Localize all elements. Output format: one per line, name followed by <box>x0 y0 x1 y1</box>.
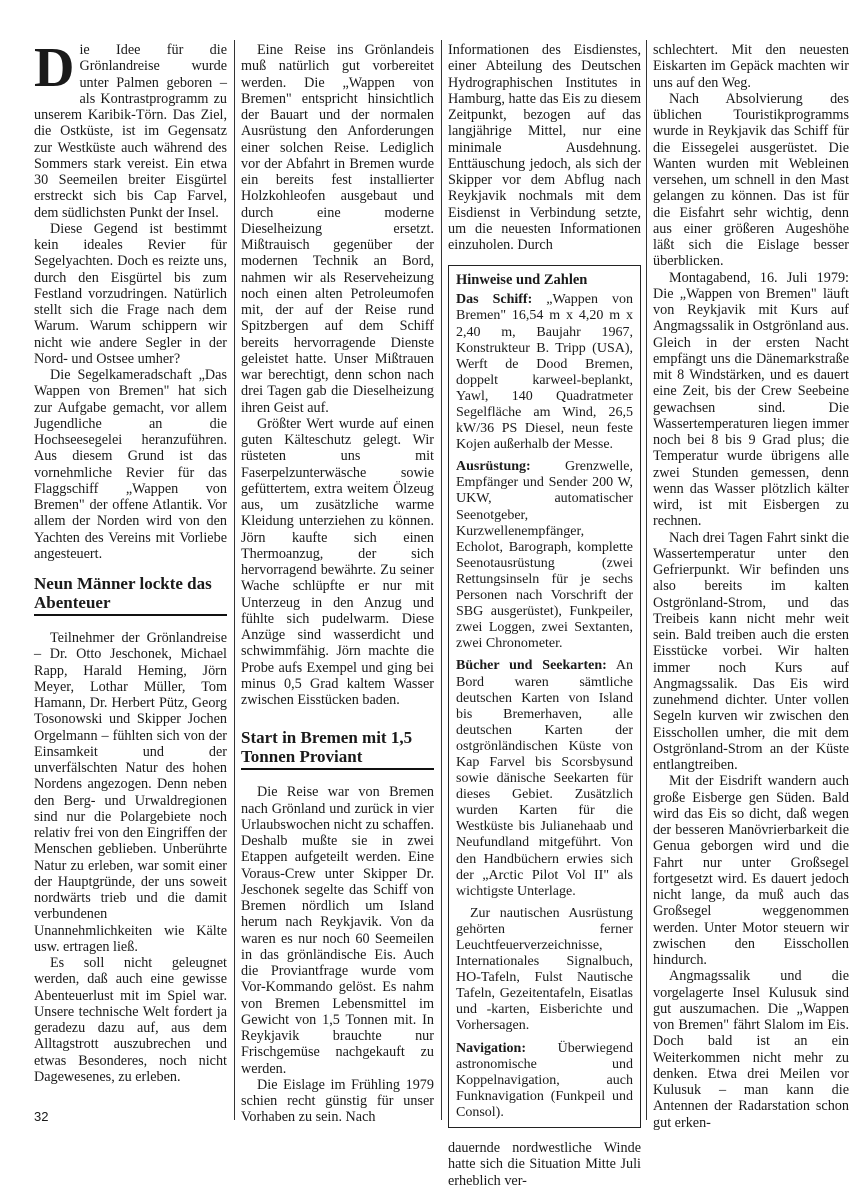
info-label: Navigation: <box>456 1040 526 1056</box>
paragraph: Größter Wert wurde auf einen guten Kälteschutz gelegt. Wir rüsteten uns mit Faserpelzunterwäsche sowie gefüttertem, extra weitem Ölzeug aus, um zusätzliche warme Kleidung unterziehen zu können. Jörn kaufte sich einen Thermoanzug, der sich hervorragend bewährte. Zu seiner Wache schlüpfte er nur mit Unterzeug in den Anzug und fühlte sich pudelwarm. Diese Anzüge sind wasserdicht und schwimmfähig. Jörn machte die Probe aufs Exempel und ging bei minus 0,5 Grad kaltem Wasser zwischen Eisstücken baden. <box>241 415 434 708</box>
info-ausruestung <box>456 459 633 652</box>
paragraph: Es soll nicht geleugnet werden, daß auch eine gewisse Abenteuerlust mit im Spiel war. Unsere technische Welt fordert ja geradezu dazu auf, aus dem Alltagstrott auszubrechen und etwas Besonderes, noch nicht Dagewesenes, zu erleben. <box>34 955 227 1085</box>
info-buecher <box>456 658 633 899</box>
paragraph: Mit der Eisdrift wandern auch große Eisberge gen Süden. Bald wird das Eis so dicht, daß wegen der besseren Manövrierbarkeit die Genua geborgen wird und die Fahrt nur unter Großsegel fortgesetzt wird. Es dauert jedoch nicht lange, da muß auch das Großsegel weggenommen werden. Unter Motor steuern wir zwischen den Eisschollen hindurch. <box>653 773 849 968</box>
column-rule <box>234 40 235 1120</box>
column-4 <box>653 42 849 1131</box>
section-heading-text: Start in Bremen mit 1,5 Tonnen Proviant <box>241 728 434 770</box>
info-label: Ausrüstung: <box>456 459 531 475</box>
column-3 <box>448 42 641 1189</box>
column-rule <box>646 40 647 1120</box>
paragraph: Informationen des Eisdienstes, einer Abteilung des Deutschen Hydrographischen Institutes in Hamburg, hatte das Eis zu diesem Zeitpunkt, bezogen auf das langjährige Mittel, nur eine minimale Ausdehnung. Enttäuschung jedoch, als sich der Skipper vor dem Abflug nach Reykjavik nochmals mit dem Eisdienst in Verbindung setzte, um die neuesten Informationen einzuholen. Durch <box>448 42 641 253</box>
info-schiff <box>456 292 633 453</box>
info-text: An Bord waren sämtliche deutschen Karten von Island bis Bremerhaven, alle deutschen Karten der ostgrönländischen Küste von Kap Farvel bis Scorsbysund sowie dänische Seekarten für dieses Gebiet. Zusätzlich wurden Karten für die Westküste bis Julianehaab und Neufundland mitgeführt. Von den Handbüchern erwies sich der „Arctic Pilot Vol II" als wichtigste Unterlage. <box>456 658 633 899</box>
paragraph: Die Segelkameradschaft „Das Wappen von Bremen" hat sich zur Aufgabe gemacht, vor allem Jugendliche an die Hochseesegelei heranzuführen. Aus diesem Grund ist das vornehmliche Revier für das Flaggschiff „Wappen von Bremen" der offene Atlantik. Vor allem der Norden wird von den Yachten des Vereins mit Vorliebe angesteuert. <box>34 367 227 562</box>
info-text: „Wappen von Bremen" 16,54 m x 4,20 m x 2,40 m, Baujahr 1967, Konstrukteur B. Tripp (USA), Werft de Dood Bremen, doppelt karweel-beplankt, Yawl, 140 Quadratmeter Segelfläche am Wind, 26,5 kW/36 PS Diesel, neun feste Kojen außerhalb der Messe. <box>456 292 633 453</box>
paragraph: Eine Reise ins Grönlandeis muß natürlich gut vorbereitet werden. Die „Wappen von Bremen" entspricht hinsichtlich der Bauart und der normalen Ausrüstung den Anforderungen einer solchen Reise. Lediglich vor der Abfahrt in Bremen wurde ein bereits fest installierter Holzkohleofen ausgebaut und durch eine moderne Dieselheizung ersetzt. Mißtrauisch gegenüber der modernen Technik an Bord, nahmen wir als Reserveheizung noch einen alten Petroleumofen mit, der auf der Reise rund Spitzbergen auf dem Schiff bereits hervorragende Dienste geleistet hatte. Unser Mißtrauen war berechtigt, denn schon nach drei Tagen gab die Dieselheizung ihren Geist auf. <box>241 42 434 416</box>
section-heading <box>34 574 227 616</box>
info-box-title: Hinweise und Zahlen <box>456 272 588 289</box>
intro-paragraph <box>34 37 227 221</box>
paragraph: Nach Absolvierung des üblichen Touristikprogramms wurde in Reykjavik das Schiff für die Eissegelei ausgerüstet. Die Wanten wurden mit Webleinen versehen, um schnell in den Mast gelangen zu können. Das ist für die Eisfahrt sehr wichtig, denn aus einer größeren Augeshöhe läßt sich die Eislage besser überblicken. <box>653 90 849 270</box>
info-box <box>448 265 641 1128</box>
paragraph: Angmagssalik und die vorgelagerte Insel Kulusuk sind gut auszumachen. Die „Wappen von Bremen" fährt Slalom im Eis. Doch bald ist an ein Weiterkommen nicht mehr zu denken. Etwa drei Meilen vor Kulusuk – man kann die Antennen der Radarstation schon gut erken- <box>653 968 849 1131</box>
paragraph: dauernde nordwestliche Winde hatte sich die Situation Mitte Juli erheblich ver- <box>448 1140 641 1189</box>
paragraph: Montagabend, 16. Juli 1979: Die „Wappen von Bremen" läuft von Reykjavik mit Kurs auf Angmagssalik in Ostgrönland aus. Gleich in der ersten Nacht empfängt uns die Dänemarkstraße mit 8 Windstärken, und es dauert eine Zeit, bis der Crew Seebeine gewachsen sind. Die Wassertemperaturen liegen immer noch bei 8 bis 9 Grad plus; die Temperatur wurde übrigens alle zwei Stunden gemessen, denn wenn das Wasser plötzlich kälter wird, ist mit Eisbergen zu rechnen. <box>653 269 849 530</box>
intro-text: ie Idee für die Grönlandreise wurde unter Palmen geboren – als Kontrastprogramm zu unserem Karibik-Törn. Das Ziel, die Ostküste, ist im Gegensatz zur Westküste auch während des Sommers stark vereist. Ein etwa 30 Seemeilen breiter Eisgürtel erstreckt sich bis Cap Farvel, dem südlichsten Punkt der Insel. <box>34 42 227 221</box>
info-label: Das Schiff: <box>456 292 533 308</box>
paragraph: schlechtert. Mit den neuesten Eiskarten im Gepäck machten wir uns auf den Weg. <box>653 42 849 91</box>
page-number: 32 <box>34 1109 49 1124</box>
info-text: Zur nautischen Ausrüstung gehörten ferner Leuchtfeuerverzeichnisse, Internationales Signalbuch, HO-Tafeln, Fulst Nautische Tafeln, Gezeitentafeln, Eisatlas und -karten, Eisberichte und Vorhersagen. <box>456 905 633 1034</box>
section-heading <box>241 728 434 770</box>
column-rule <box>441 40 442 1120</box>
section-heading-text: Neun Männer lockte das Abenteuer <box>34 574 227 616</box>
paragraph: Nach drei Tagen Fahrt sinkt die Wassertemperatur unter den Gefrierpunkt. Wir befinden uns also bereits im kalten Ostgrönland-Strom, und das Treibeis kann nicht mehr weit sein. Bald treiben auch die ersten Eisstücke vorbei. Wir halten immer noch Kurs auf Angmagssalik. Das Eis wird zunehmend dichter. Unter vollen Segeln kurven wir zwischen den Eisschollen umher, die mit dem Ostgrönland-Strom an der Küste entlangtreiben. <box>653 529 849 773</box>
column-1 <box>34 37 227 1085</box>
paragraph: Die Reise war von Bremen nach Grönland und zurück in vier Urlaubswochen nicht zu schaffen. Deshalb mußte sie in zwei Etappen aufgeteilt werden. Eine Voraus-Crew unter Skipper Dr. Jeschonek segelte das Schiff von Bremen nördlich um Island herum nach Reykjavik. Von da waren es nur noch 60 Seemeilen in das grönländische Eis. Auch die Proviantfrage wurde vom Vor-Kommando gelöst. Es nahm von Bremen Lebensmittel im Gewicht von 1,5 Tonnen mit. In Reykjavik brauchte nur Frischgemüse nachgekauft zu werden. <box>241 784 434 1077</box>
paragraph: Teilnehmer der Grönlandreise – Dr. Otto Jeschonek, Michael Rapp, Harald Heming, Jörn Meyer, Lothar Müller, Tom Hamann, Dr. Herbert Pütz, Georg Tosonowski und Skipper Jochen Orgelmann – fühlten sich von der Einsamkeit und der unverfälschten Natur des hohen Nordens angezogen. Denn neben den Berg- und Urwaldregionen sind nur die Polargebiete noch relativ frei von den Eingriffen der Menschen geblieben. Unberührte Natur zu erleben, war somit einer der Hauptgründe, der uns soweit nordwärts trieb und die damit verbundenen Unannehmlichkeiten wie Kälte usw. ertragen ließ. <box>34 630 227 955</box>
info-text: Überwiegend astronomische und Koppelnavigation, auch Funknavigation (Funkpeil und Consol). <box>456 1040 633 1120</box>
info-label: Bücher und Seekarten: <box>456 658 607 674</box>
info-text: Grenzwelle, Empfänger und Sender 200 W, UKW, automatischer Seenotgeber, Kurzwellenempfänger, Echolot, Barograph, komplette Seenotausrüstung (zwei Rettungsinseln für je sechs Personen nach Vorschrift der SBG ausgerüstet), Funkpeiler, zwei Loggen, zwei Sextanten, zwei Chronometer. <box>456 459 633 652</box>
paragraph: Die Eislage im Frühling 1979 schien recht günstig für unser Vorhaben zu sein. Nach <box>241 1076 434 1126</box>
info-navigation <box>456 1041 633 1121</box>
column-2 <box>241 42 434 1126</box>
info-nautik <box>456 906 633 1035</box>
paragraph: Diese Gegend ist bestimmt kein ideales Revier für Segelyachten. Doch es reizte uns, durch den Eisgürtel bis zum Festland vorzudringen. Natürlich stellt sich die Frage nach dem Warum. Warum schippern wir nicht wie andere Segler in der Nord- und Ostsee umher? <box>34 220 227 367</box>
drop-cap: D <box>34 37 75 99</box>
